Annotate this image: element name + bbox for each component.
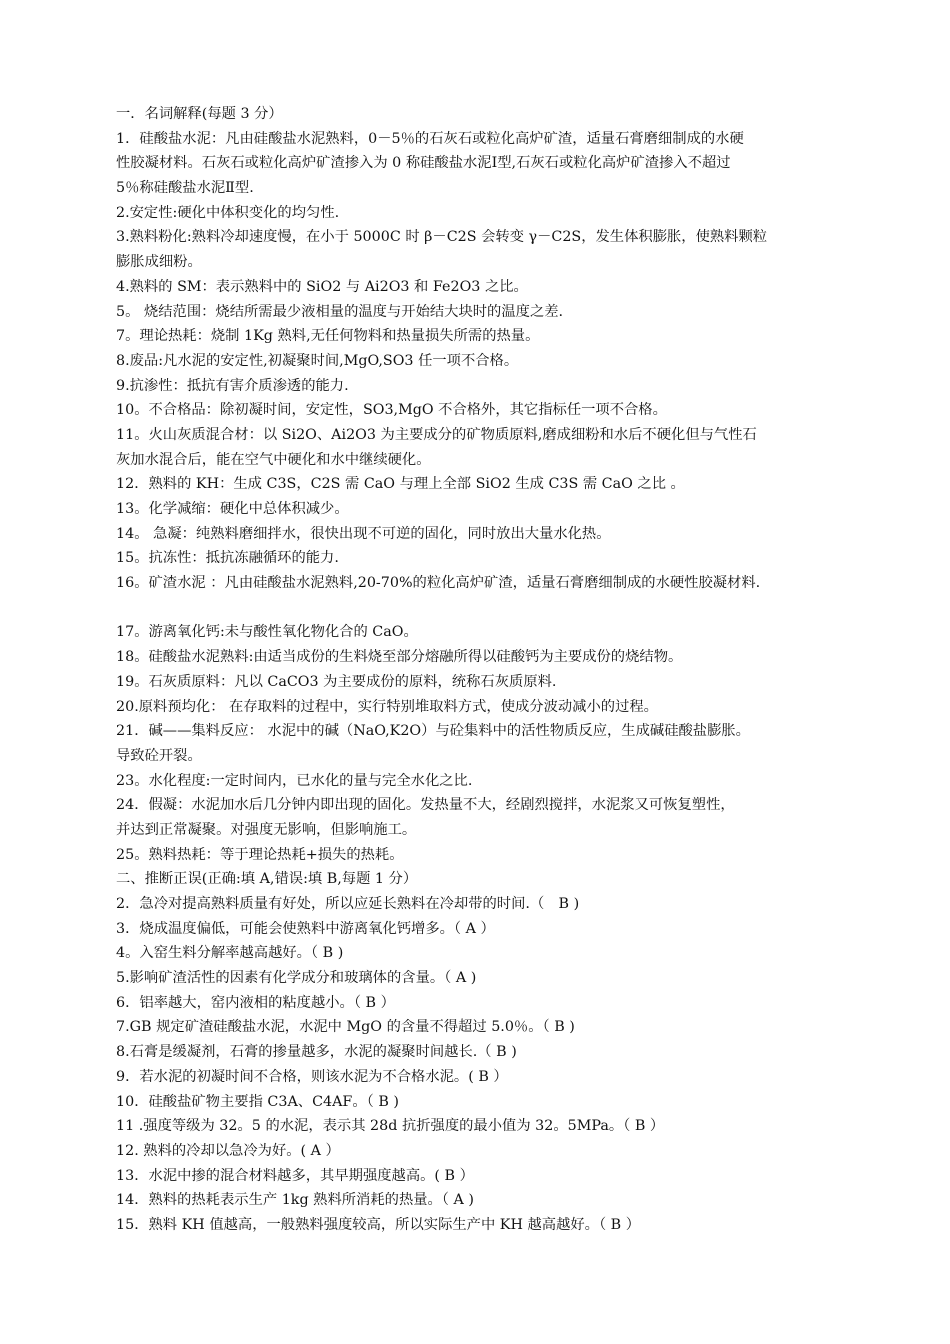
text-line: 7。理论热耗：烧制 1Kg 熟料,无任何物料和热量损失所需的热量。 xyxy=(116,328,540,345)
text-line: 5.影响矿渣活性的因素有化学成分和玻璃体的含量。（ A ) xyxy=(116,970,477,987)
text-line: 导致砼开裂。 xyxy=(116,747,202,764)
text-line: 14。 急凝：纯熟料磨细拌水，很快出现不可逆的固化，同时放出大量水化热。 xyxy=(116,525,611,542)
text-line: 11。火山灰质混合材：以 Si2O、Ai2O3 为主要成分的矿物质原料,磨成细粉和水后不硬化但与气性石 xyxy=(116,426,757,443)
text-line: 13。化学减缩：硬化中总体积减少。 xyxy=(116,501,349,517)
text-line: 13．水泥中掺的混合材料越多，其早期强度越高。( B ） xyxy=(116,1167,474,1184)
text-line: 3．烧成温度偏低，可能会使熟料中游离氧化钙增多。（ A ） xyxy=(116,920,495,937)
text-line: 20.原料预均化： 在存取料的过程中，实行特别堆取料方式，使成分波动减小的过程。 xyxy=(116,698,658,715)
text-line: 性胶凝材料。石灰石或粒化高炉矿渣掺入为 0 称硅酸盐水泥Ⅰ型,石灰石或粒化高炉矿渣掺入不超过 xyxy=(116,155,731,172)
text-line: 11 .强度等级为 32。5 的水泥，表示其 28d 抗折强度的最小值为 32。5MPa。（ B ） xyxy=(116,1118,665,1135)
text-line: 4.熟料的 SM：表示熟料中的 SiO2 与 Ai2O3 和 Fe2O3 之比。 xyxy=(116,278,528,295)
text-line: 21．碱——集料反应： 水泥中的碱（NaO,K2O）与砼集料中的活性物质反应，生成碱硅酸盐膨胀。 xyxy=(116,723,750,740)
text-line: 2．急冷对提高熟料质量有好处，所以应延长熟料在冷却带的时间.（ B ) xyxy=(116,896,580,912)
text-line: 15．熟料 KH 值越高，一般熟料强度较高，所以实际生产中 KH 越高越好。（ B ） xyxy=(116,1216,641,1233)
text-line: 14．熟料的热耗表示生产 1kg 熟料所消耗的热量。（ A ) xyxy=(116,1192,474,1209)
text-line: 4。入窑生料分解率越高越好。（ B ) xyxy=(116,945,344,962)
text-line: 24．假凝：水泥加水后几分钟内即出现的固化。发热量不大，经剧烈搅拌，水泥浆又可恢复塑性， xyxy=(116,797,735,814)
blank-line xyxy=(116,596,856,621)
text-line: 10。不合格品：除初凝时间，安定性，SO3,MgO 不合格外，其它指标任一项不合格。 xyxy=(116,402,667,419)
text-line: 并达到正常凝聚。对强度无影响，但影响施工。 xyxy=(116,821,417,838)
text-line: 25。熟料热耗：等于理论热耗+损失的热耗。 xyxy=(116,846,404,863)
text-line: 2.安定性:硬化中体积变化的均匀性. xyxy=(116,204,340,221)
text-line: 一．名词解释(每题 3 分） xyxy=(116,106,283,122)
text-line: 16。矿渣水泥 ：凡由硅酸盐水泥熟料,20-70%的粒化高炉矿渣，适量石膏磨细制成的水硬性胶凝材料. xyxy=(116,575,761,592)
text-line: 二、推断正误(正确:填 A,错误:填 B,每题 1 分） xyxy=(116,871,418,888)
text-line: 1．硅酸盐水泥：凡由硅酸盐水泥熟料，0－5％的石灰石或粒化高炉矿渣，适量石膏磨细制成的水硬 xyxy=(116,130,744,147)
text-line: 9.抗渗性：抵抗有害介质渗透的能力. xyxy=(116,377,349,394)
text-line: 7.GB 规定矿渣硅酸盐水泥，水泥中 MgO 的含量不得超过 5.0％。（ B ) xyxy=(116,1019,575,1036)
text-line: 6．铝率越大，窑内液相的粘度越小。（ B ） xyxy=(116,994,395,1011)
document-page xyxy=(116,102,856,1238)
text-line: 5。 烧结范围：烧结所需最少液相量的温度与开始结大块时的温度之差. xyxy=(116,303,564,320)
text-line: 膨胀成细粉。 xyxy=(116,254,202,271)
text-line: 8.废品:凡水泥的安定性,初凝聚时间,MgO,SO3 任一项不合格。 xyxy=(116,352,519,369)
text-line: 19。石灰质原料：凡以 CaCO3 为主要成份的原料，统称石灰质原料. xyxy=(116,673,557,690)
text-line: 18。硅酸盐水泥熟料:由适当成份的生料烧至部分熔融所得以硅酸钙为主要成份的烧结物。 xyxy=(116,649,683,666)
text-line: 23。水化程度:一定时间内，已水化的量与完全水化之比. xyxy=(116,772,473,789)
text-line: 5％称硅酸盐水泥Ⅱ型. xyxy=(116,180,254,197)
text-line: 灰加水混合后，能在空气中硬化和水中继续硬化。 xyxy=(116,451,431,468)
text-line: 3.熟料粉化:熟料冷却速度慢，在小于 5000C 时 β－C2S 会转变 γ－C2S，发生体积膨胀，使熟料颗粒 xyxy=(116,229,768,246)
text-line: 9．若水泥的初凝时间不合格，则该水泥为不合格水泥。( B ） xyxy=(116,1068,508,1085)
text-line: 10．硅酸盐矿物主要指 C3A、C4AF。（ B ) xyxy=(116,1093,399,1110)
text-line: 15。抗冻性：抵抗冻融循环的能力. xyxy=(116,550,339,567)
text-line: 8.石膏是缓凝剂，石膏的掺量越多，水泥的凝聚时间越长.（ B ) xyxy=(116,1044,517,1061)
text-line: 12. 熟料的冷却以急冷为好。( A ） xyxy=(116,1142,340,1159)
text-line: 12．熟料的 KH：生成 C3S，C2S 需 CaO 与理上全部 SiO2 生成 C3S 需 CaO 之比 。 xyxy=(116,476,685,493)
text-line: 17。游离氧化钙:未与酸性氧化物化合的 CaO。 xyxy=(116,624,418,641)
